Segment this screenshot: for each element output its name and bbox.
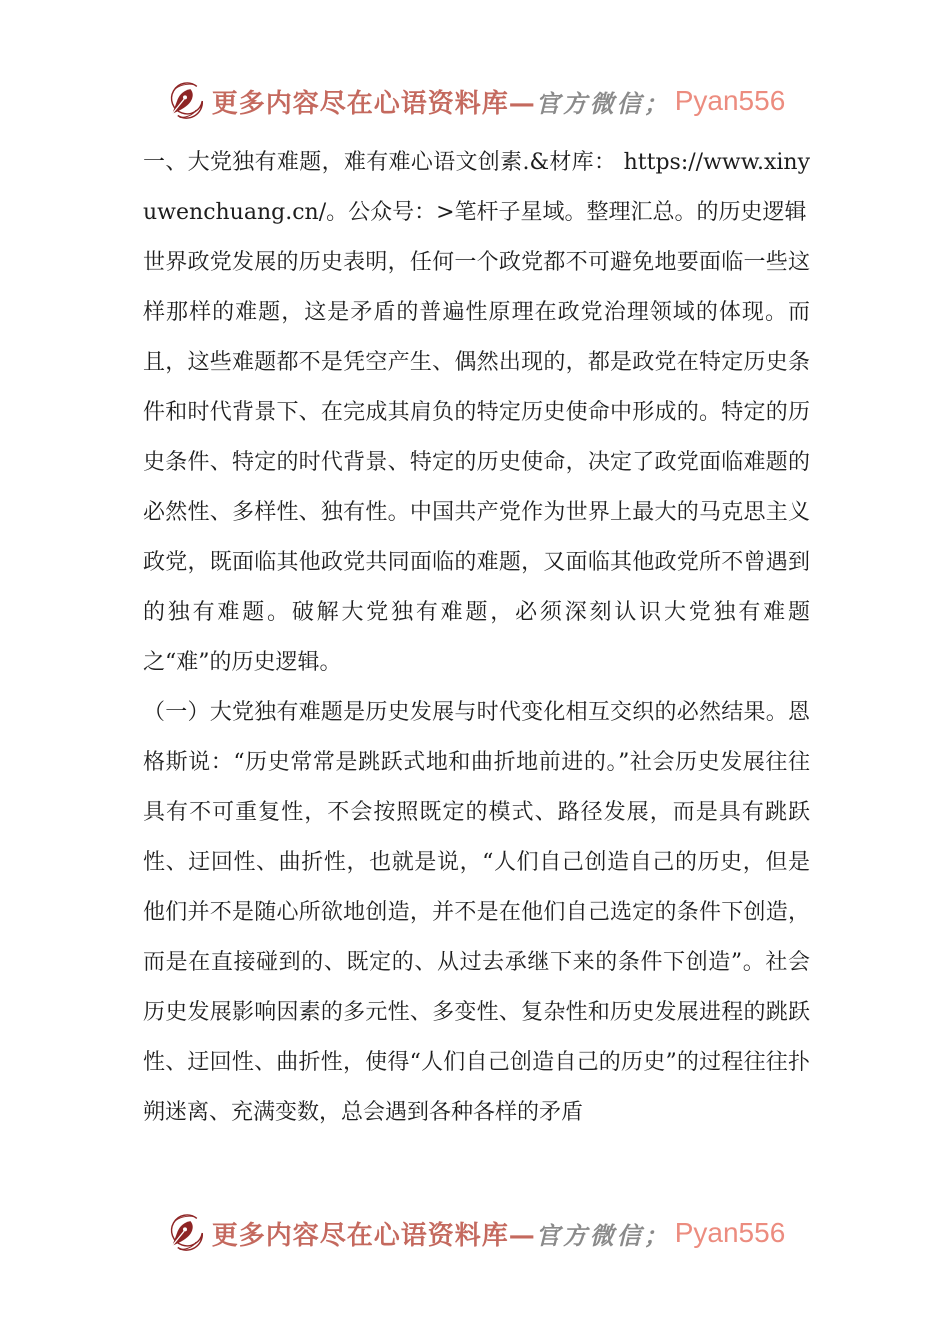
watermark-wechat-account: Pyan556	[674, 1217, 786, 1248]
watermark-site-text: 更多内容尽在心语资料库—	[211, 1220, 536, 1251]
header-watermark	[0, 72, 950, 130]
paragraph-section-one: （一）大党独有难题是历史发展与时代变化相互交织的必然结果。恩格斯说：“历史常常是跳跃式地和曲折地前进的。”社会历史发展往往具有不可重复性，不会按照既定的模式、路径发展，而是具有跳跃性、迂回性、曲折性，也就是说，“人们自己创造自己的历史，但是他们并不是随心所欲地创造，并不是在他们自己选定的条件下创造，而是在直接碰到的、既定的、从过去承继下来的条件下创造”。社会历史发展影响因素的多元性、多变性、复杂性和历史发展进程的跳跃性、迂回性、曲折性，使得“人们自己创造自己的历史”的过程往往扑朔迷离、充满变数，总会遇到各种各样的矛盾	[143, 700, 810, 1125]
document-body	[143, 138, 810, 1192]
watermark-wechat-label: 官方微信；	[535, 1220, 671, 1250]
watermark-wechat-label: 官方微信；	[535, 88, 671, 118]
watermark-site-text: 更多内容尽在心语资料库—	[211, 88, 536, 119]
watermark-wechat-account: Pyan556	[674, 85, 786, 116]
paragraph-heading: 一、大党独有难题，难有难心语文创素.&材库： https://www.xinyuwenchuang.cn/。公众号：>笔杆子星域。整理汇总。的历史逻辑	[143, 150, 810, 225]
pen-in-circle-logo-icon	[165, 77, 205, 125]
paragraph-intro: 世界政党发展的历史表明，任何一个政党都不可避免地要面临一些这样那样的难题，这是矛盾的普遍性原理在政党治理领域的体现。而且，这些难题都不是凭空产生、偶然出现的，都是政党在特定历史条件和时代背景下、在完成其肩负的特定历史使命中形成的。特定的历史条件、特定的时代背景、特定的历史使命，决定了政党面临难题的必然性、多样性、独有性。中国共产党作为世界上最大的马克思主义政党，既面临其他政党共同面临的难题，又面临其他政党所不曾遇到的独有难题。破解大党独有难题，必须深刻认识大党独有难题之“难”的历史逻辑。	[143, 250, 810, 675]
footer-watermark	[0, 1204, 950, 1262]
pen-in-circle-logo-icon	[165, 1209, 205, 1257]
